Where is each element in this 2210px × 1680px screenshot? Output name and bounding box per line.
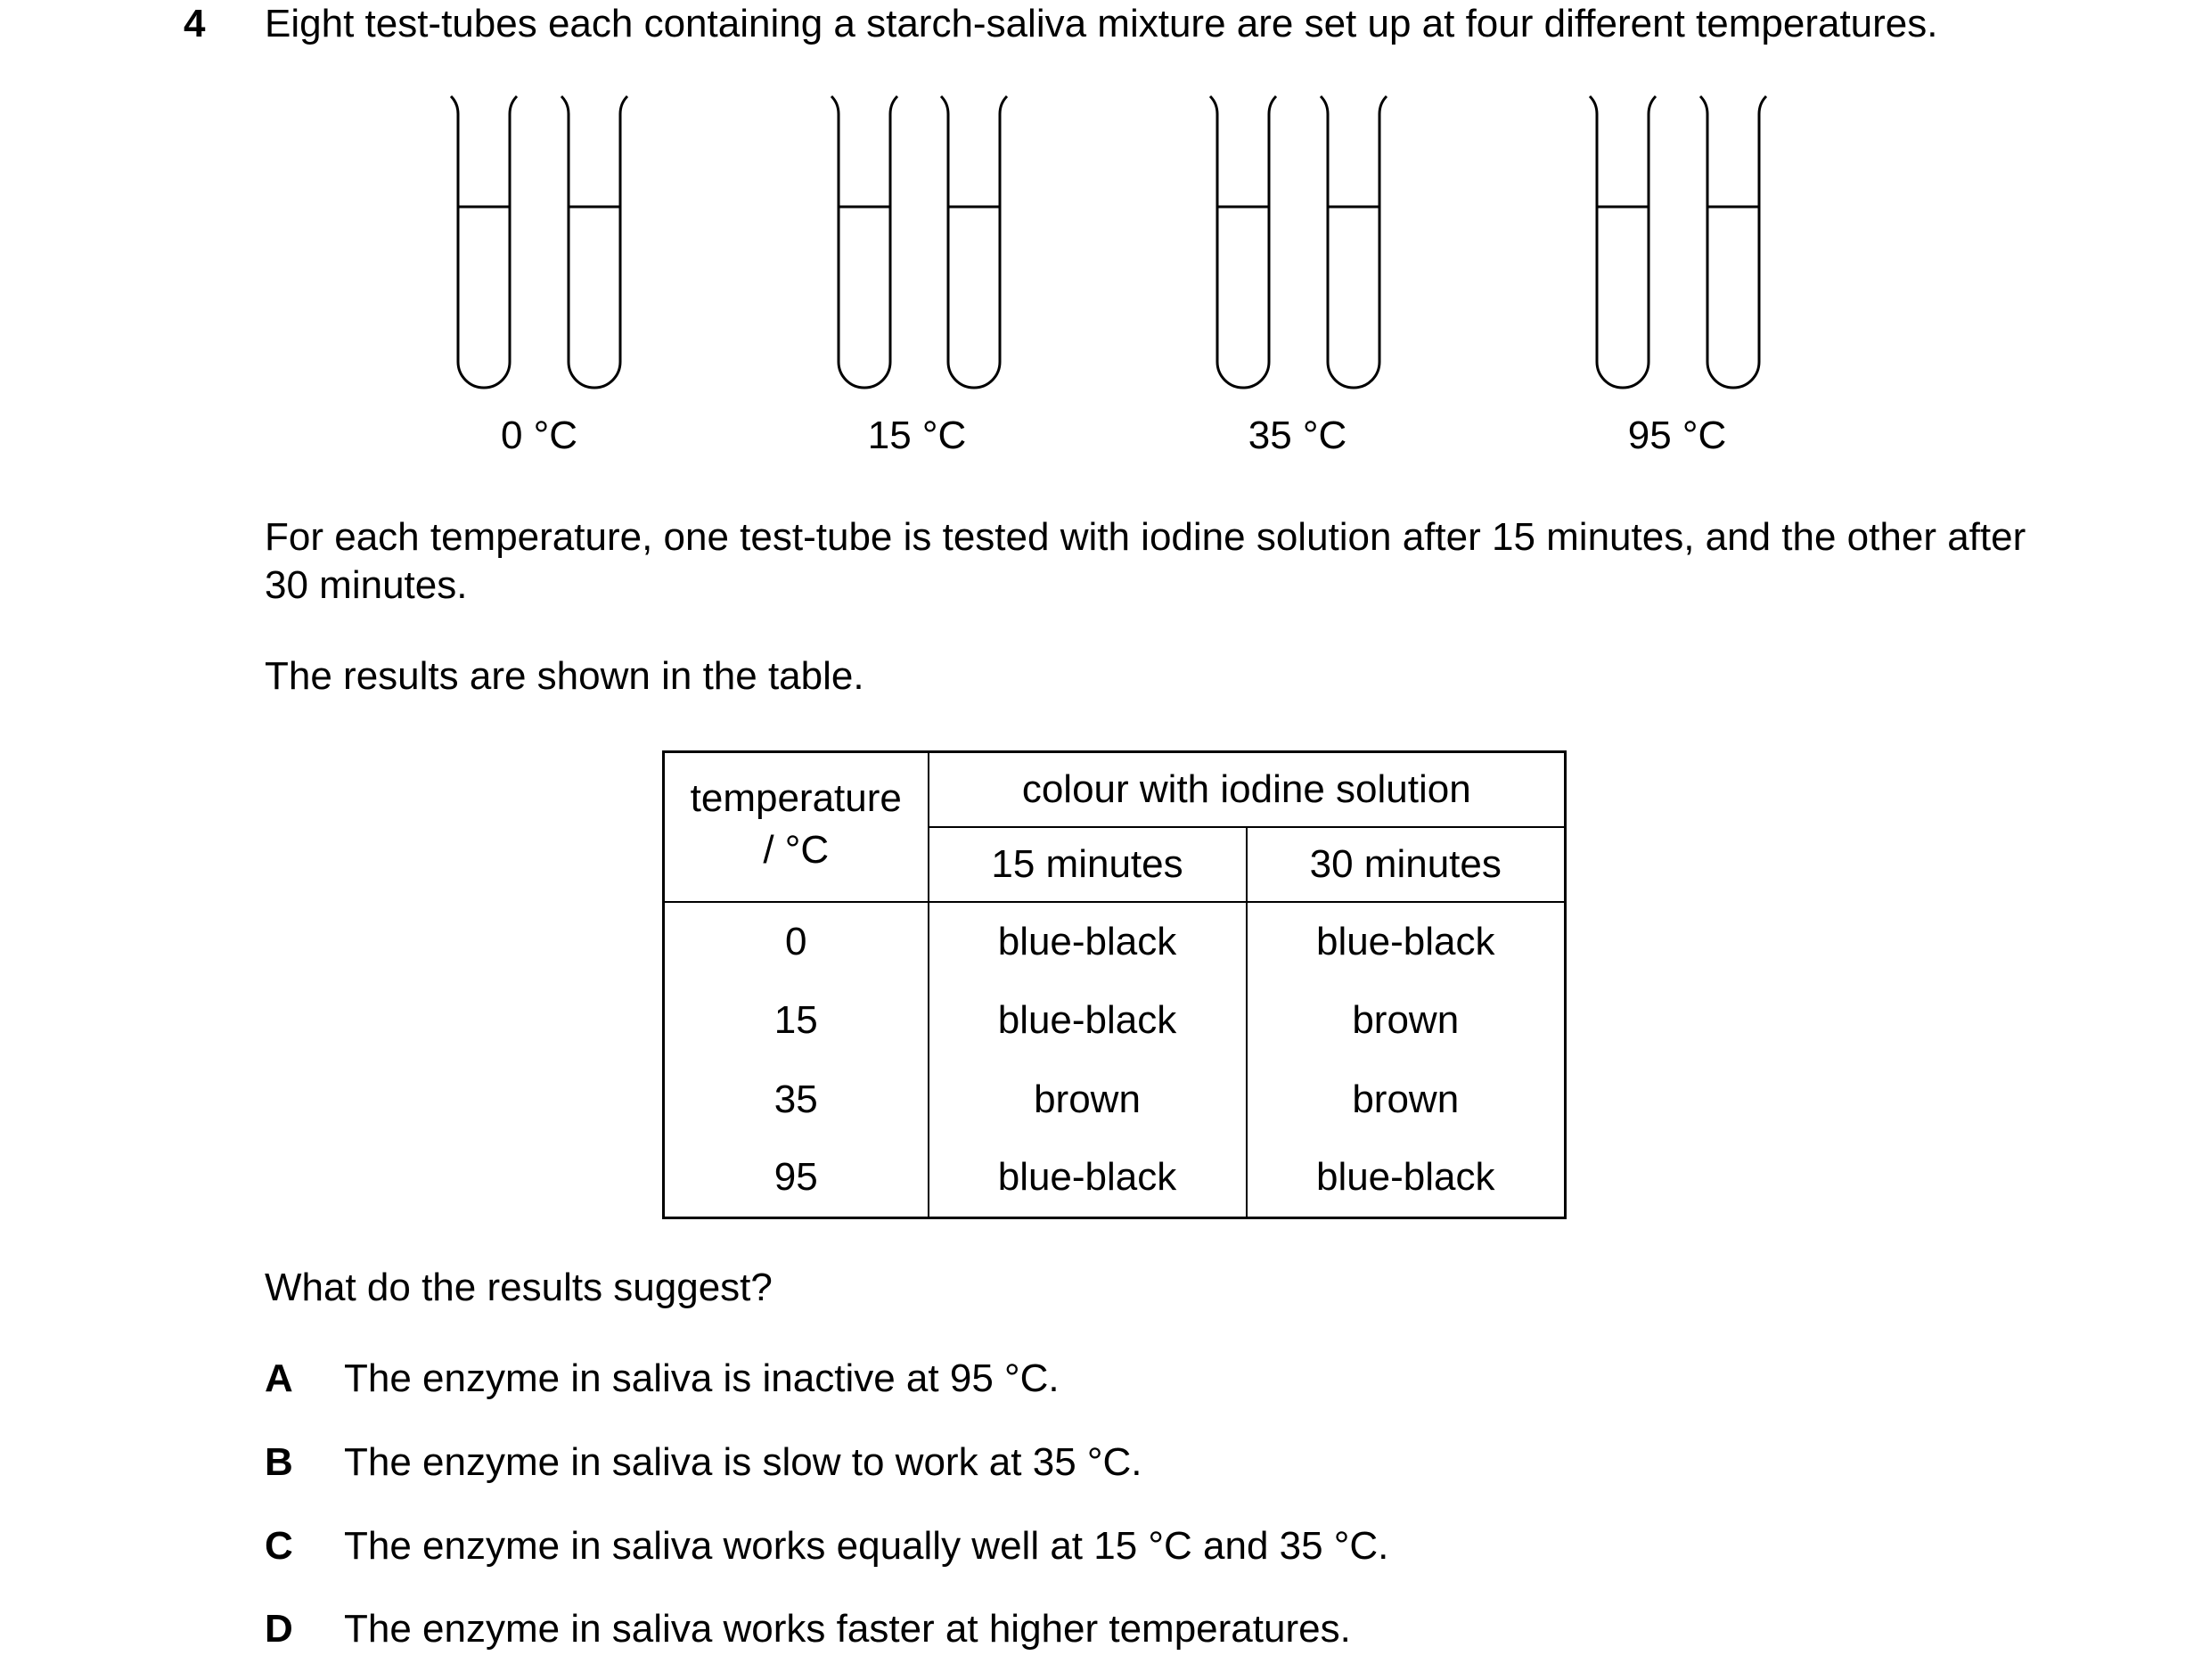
header-30-minutes: 30 minutes <box>1247 827 1566 902</box>
table-row <box>664 1139 1566 1218</box>
cell-15-minutes: blue-black <box>929 1139 1247 1218</box>
test-tube-diagram <box>0 0 2210 499</box>
cell-15-minutes: blue-black <box>929 902 1247 981</box>
option-c-text: The enzyme in saliva works equally well at 15 °C and 35 °C. <box>344 1524 1389 1568</box>
option-b-text: The enzyme in saliva is slow to work at 35 °C. <box>344 1440 1142 1484</box>
option-d-text: The enzyme in saliva works faster at higher temperatures. <box>344 1607 1351 1651</box>
cell-15-minutes: blue-black <box>929 981 1247 1061</box>
test-tube <box>451 96 517 388</box>
cell-temperature: 15 <box>664 981 929 1061</box>
header-temperature-unit: / °C <box>763 828 830 872</box>
method-paragraph: For each temperature, one test-tube is tested with iodine solution after 15 minutes, and the other after 30 minutes. <box>265 515 2026 607</box>
test-tube <box>561 96 627 388</box>
temperature-label-35: 35 °C <box>1248 414 1347 457</box>
option-b-letter: B <box>265 1440 293 1484</box>
question-stem: Eight test-tubes each containing a starch-saliva mixture are set up at four different temperatures. <box>265 2 1938 45</box>
cell-15-minutes: brown <box>929 1060 1247 1139</box>
results-table <box>662 750 1567 1219</box>
cell-temperature: 95 <box>664 1139 929 1218</box>
option-d-letter: D <box>265 1607 293 1651</box>
test-tube <box>1590 96 1656 388</box>
test-tube <box>1321 96 1387 388</box>
test-tube <box>1210 96 1276 388</box>
option-a-letter: A <box>265 1356 293 1400</box>
table-row <box>664 1060 1566 1139</box>
header-temperature <box>664 752 929 903</box>
option-c-letter: C <box>265 1524 293 1568</box>
header-15-minutes: 15 minutes <box>929 827 1247 902</box>
header-colour: colour with iodine solution <box>929 752 1566 827</box>
cell-30-minutes: brown <box>1247 981 1566 1061</box>
test-tube <box>831 96 897 388</box>
temperature-label-0: 0 °C <box>500 414 578 457</box>
cell-temperature: 35 <box>664 1060 929 1139</box>
cell-30-minutes: blue-black <box>1247 902 1566 981</box>
table-row <box>664 902 1566 981</box>
results-intro: The results are shown in the table. <box>265 654 864 698</box>
temperature-label-15: 15 °C <box>867 414 967 457</box>
question-prompt: What do the results suggest? <box>265 1266 773 1309</box>
question-number: 4 <box>184 2 206 45</box>
cell-temperature: 0 <box>664 902 929 981</box>
cell-30-minutes: blue-black <box>1247 1139 1566 1218</box>
table-row <box>664 981 1566 1061</box>
test-tube <box>1700 96 1766 388</box>
temperature-label-95: 95 °C <box>1627 414 1727 457</box>
header-temperature-line1: temperature <box>690 776 902 820</box>
option-a-text: The enzyme in saliva is inactive at 95 °C. <box>344 1356 1060 1400</box>
cell-30-minutes: brown <box>1247 1060 1566 1139</box>
test-tube <box>941 96 1007 388</box>
